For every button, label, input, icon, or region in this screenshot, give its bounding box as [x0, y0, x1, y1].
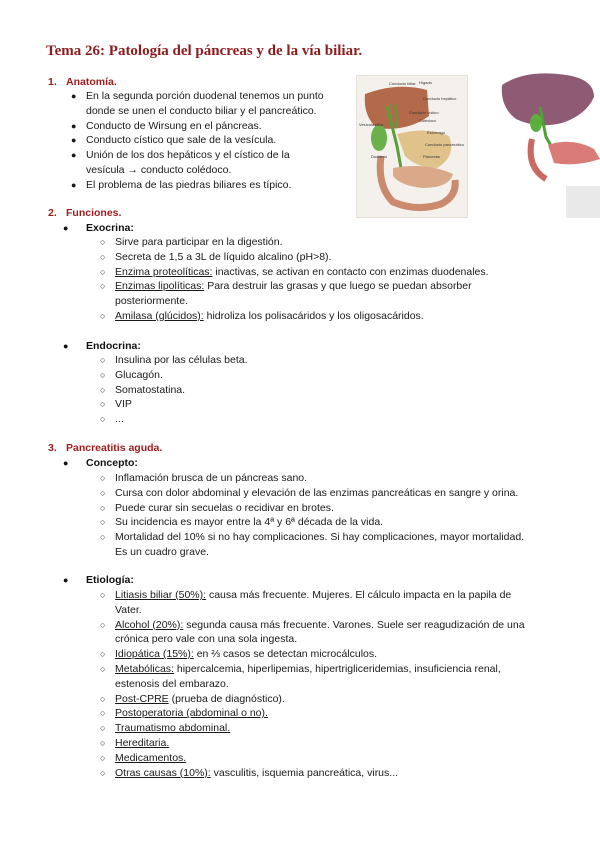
anatomy-illustration	[356, 75, 468, 218]
list-item: ○ Inflamación brusca de un páncreas sano.	[100, 472, 308, 484]
list-item: ○ Otras causas (10%): vasculitis, isquemia pancreática, virus...	[100, 766, 399, 779]
svg-text:Conducto hepático: Conducto hepático	[423, 96, 457, 101]
list-item: ○ Su incidencia es mayor entre la 4ª y 6ª década de la vida.	[100, 516, 384, 529]
svg-text:Colédoco: Colédoco	[419, 118, 436, 123]
biliary-anatomy-drawing	[357, 76, 467, 217]
svg-text:Conducto biliar: Conducto biliar	[389, 81, 416, 86]
concepto-list	[100, 471, 530, 560]
page-title: Tema 26: Patología del páncreas y de la vía biliar.	[46, 43, 363, 59]
svg-text:Conducto pancreático: Conducto pancreático	[425, 142, 464, 147]
list-item: ○ Idiopática (15%): en ⅔ casos se detectan microcálculos.	[100, 648, 378, 661]
list-item: ○ Insulina por las células beta.	[100, 354, 248, 366]
svg-text:Vesícula biliar: Vesícula biliar	[359, 122, 384, 127]
section-heading-anatomia: 1. Anatomía.	[48, 76, 117, 88]
list-item: ○ Medicamentos.	[100, 751, 187, 764]
subheading-exocrina: ● Exocrina:	[63, 222, 134, 234]
list-item-continuation: Vater.	[115, 603, 142, 616]
list-item: ○ Sirve para participar en la digestión.	[100, 236, 283, 248]
list-item: ○ Post-CPRE (prueba de diagnóstico).	[100, 692, 285, 705]
list-item: ● El problema de las piedras biliares es típico.	[71, 178, 292, 191]
list-item: ● En la segunda porción duodenal tenemos un punto	[71, 90, 324, 102]
list-item: ○ Postoperatoria (abdominal o no).	[100, 707, 268, 720]
list-item: ○ Secreta de 1,5 a 3L de líquido alcalino (pH>8).	[100, 250, 332, 263]
list-item: ○ Enzimas lipolíticas: Para destruir las grasas y que luego se puedan absorber	[100, 280, 472, 293]
svg-text:Páncreas: Páncreas	[423, 154, 440, 159]
list-item-continuation: crónica pero vale con una sola ingesta.	[115, 633, 298, 646]
list-item: ○ ...	[100, 413, 124, 426]
svg-text:Conducto cístico: Conducto cístico	[409, 110, 439, 115]
endocrina-list	[100, 353, 530, 427]
list-item: ● Unión de los dos hepáticos y el cístico de la	[71, 149, 290, 162]
list-item: ○ Somatostatina.	[100, 383, 186, 396]
list-item: ○ Enzima proteolíticas: inactivas, se activan en contacto con enzimas duodenales.	[100, 265, 489, 278]
list-item: ○ Cursa con dolor abdominal y elevación de las enzimas pancreáticas en sangre y orina.	[100, 486, 519, 499]
liver-illustration	[496, 67, 600, 195]
subheading-concepto: ● Concepto:	[63, 457, 138, 469]
list-item: ○ VIP	[100, 398, 132, 411]
svg-text:Hígado: Hígado	[419, 80, 432, 85]
exocrina-list	[100, 235, 530, 324]
section-heading-funciones: 2. Funciones.	[48, 207, 122, 219]
list-item-continuation: estenosis del embarazo.	[115, 677, 229, 690]
decorative-block	[566, 186, 600, 218]
list-item: ○ Hereditaria.	[100, 736, 170, 749]
list-item: ○ Metabólicas: hipercalcemia, hiperlipemias, hipertrigliceridemias, insuficiencia renal,	[100, 662, 501, 675]
list-item: ○ Mortalidad del 10% si no hay complicaciones. Si hay complicaciones, mayor mortalidad.	[100, 531, 525, 544]
liver-pancreas-drawing	[496, 67, 600, 195]
list-item: ○ Glucagón.	[100, 368, 163, 381]
list-item: ○ Traumatismo abdominal.	[100, 722, 231, 735]
list-item-continuation: vesícula → conducto colédoco.	[86, 163, 232, 176]
list-item: ○ Alcohol (20%): segunda causa más frecuente. Varones. Suele ser reagudización de una	[100, 618, 525, 631]
list-item: ● Conducto cístico que sale de la vesícula.	[71, 134, 277, 147]
etiologia-list	[100, 588, 530, 780]
svg-text:Duodeno: Duodeno	[371, 154, 388, 159]
list-item-continuation: posteriormente.	[115, 295, 188, 308]
subheading-etiologia: ● Etiología:	[63, 574, 134, 586]
list-item-continuation: Es un cuadro grave.	[115, 545, 209, 558]
subheading-endocrina: ● Endocrina:	[63, 340, 141, 352]
list-item: ○ Puede curar sin secuelas o recidivar en brotes.	[100, 501, 334, 514]
list-item: ● Conducto de Wirsung en el páncreas.	[71, 119, 262, 132]
svg-text:Estómago: Estómago	[427, 130, 446, 135]
anatomy-list	[71, 89, 345, 193]
list-item-continuation: donde se unen el conducto biliar y el pancreático.	[86, 104, 317, 117]
section-heading-pancreatitis: 3. Pancreatitis aguda.	[48, 442, 163, 454]
list-item: ○ Litiasis biliar (50%): causa más frecuente. Mujeres. El cálculo impacta en la papila de	[100, 589, 512, 601]
list-item: ○ Amilasa (glúcidos): hidroliza los polisacáridos y los oligosacáridos.	[100, 309, 424, 322]
